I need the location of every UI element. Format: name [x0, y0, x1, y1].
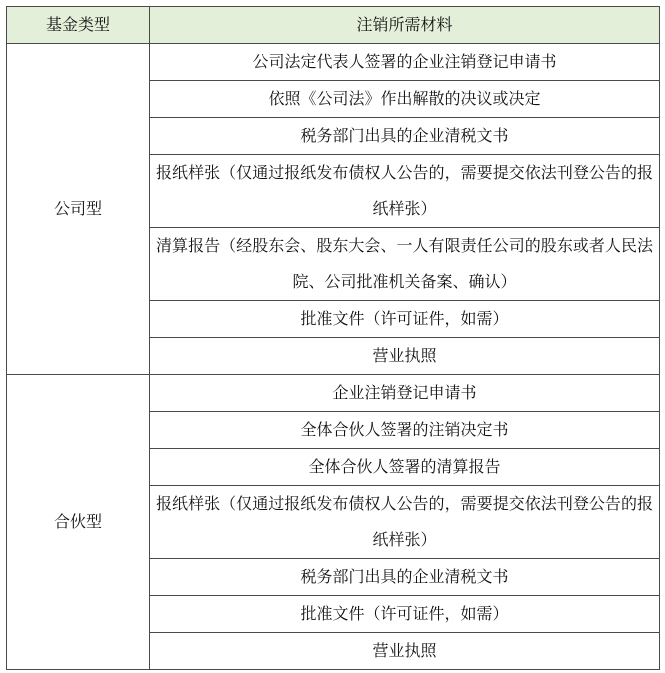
material-cell: 依照《公司法》作出解散的决议或决定 — [150, 81, 660, 118]
material-cell: 营业执照 — [150, 338, 660, 375]
material-cell — [150, 155, 660, 228]
material-text: 报纸样张（仅通过报纸发布债权人公告的，需要提交依法刊登公告的报纸样张） — [156, 494, 653, 549]
table-row — [7, 44, 660, 81]
material-cell: 批准文件（许可证件，如需） — [150, 301, 660, 338]
material-cell — [150, 486, 660, 559]
material-cell: 营业执照 — [150, 633, 660, 670]
material-text: 清算报告（经股东会、股东大会、一人有限责任公司的股东或者人民法院、公司批准机关备案、确认） — [156, 236, 653, 291]
material-cell: 税务部门出具的企业清税文书 — [150, 559, 660, 596]
material-cell: 全体合伙人签署的注销决定书 — [150, 412, 660, 449]
table-header-row — [7, 7, 660, 44]
material-cell: 批准文件（许可证件，如需） — [150, 596, 660, 633]
fund-type-partnership: 合伙型 — [7, 375, 150, 670]
fund-type-company: 公司型 — [7, 44, 150, 375]
material-cell — [150, 228, 660, 301]
header-materials: 注销所需材料 — [150, 7, 660, 44]
material-cell: 企业注销登记申请书 — [150, 375, 660, 412]
deregistration-materials-table — [6, 6, 660, 670]
material-text: 报纸样张（仅通过报纸发布债权人公告的，需要提交依法刊登公告的报纸样张） — [156, 163, 653, 218]
material-cell: 全体合伙人签署的清算报告 — [150, 449, 660, 486]
header-fund-type: 基金类型 — [7, 7, 150, 44]
table-row — [7, 375, 660, 412]
material-cell: 公司法定代表人签署的企业注销登记申请书 — [150, 44, 660, 81]
material-cell: 税务部门出具的企业清税文书 — [150, 118, 660, 155]
